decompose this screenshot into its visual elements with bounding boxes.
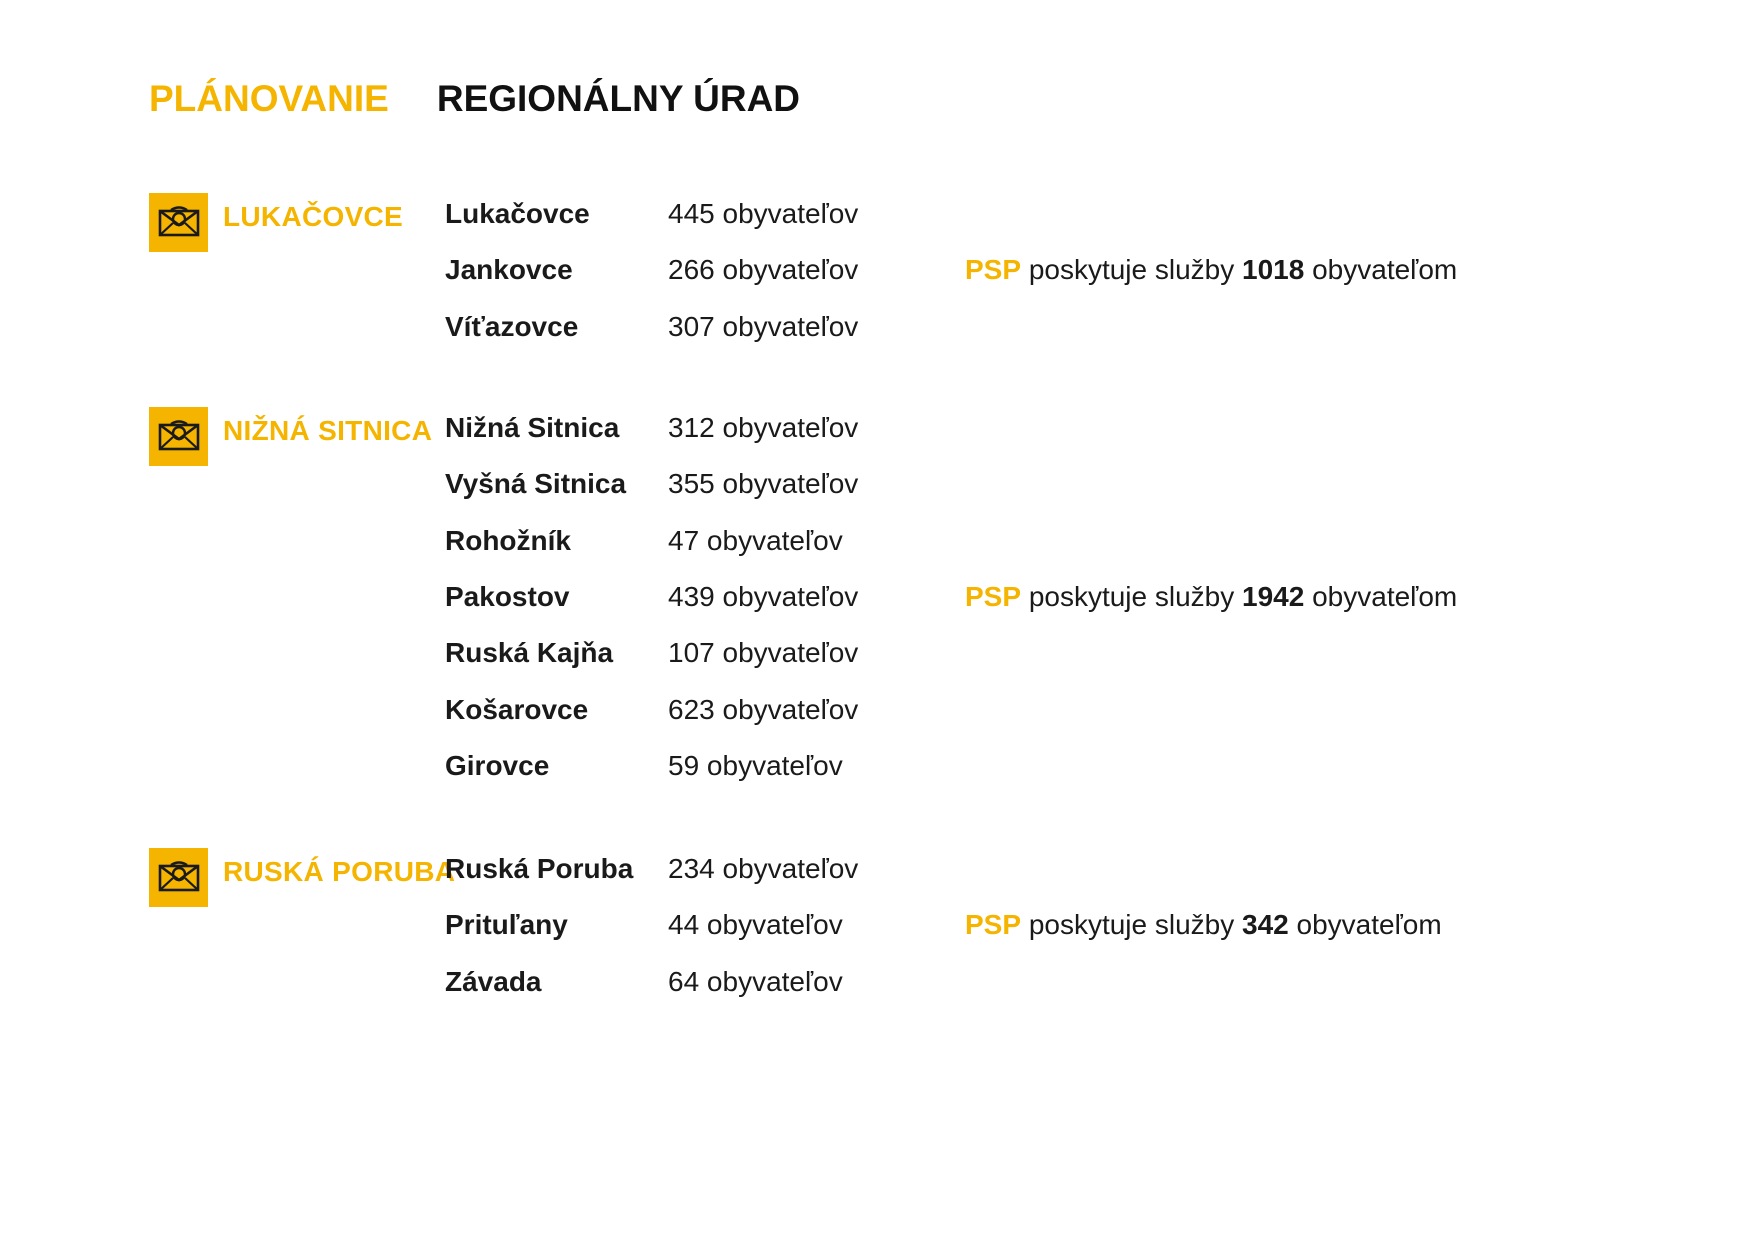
town-population: 59 obyvateľov	[668, 749, 843, 781]
town-name: Prituľany	[445, 909, 568, 941]
office-section	[149, 193, 1649, 362]
psp-prefix: poskytuje služby	[1028, 254, 1235, 286]
psp-summary	[965, 581, 1457, 613]
town-row	[149, 742, 1649, 782]
town-population: 307 obyvateľov	[668, 310, 859, 342]
town-row	[149, 517, 1649, 557]
town-name: Nižná Sitnica	[445, 412, 620, 443]
psp-summary	[965, 909, 1442, 941]
town-population: 439 obyvateľov	[668, 580, 859, 612]
header-planning: PLÁNOVANIE	[149, 78, 389, 119]
town-name: Ruská Poruba	[445, 853, 634, 884]
psp-prefix: poskytuje služby	[1028, 580, 1235, 612]
town-population: 312 obyvateľov	[668, 412, 859, 443]
office-section	[149, 848, 1649, 1017]
town-row	[149, 303, 1649, 343]
town-row	[149, 629, 1649, 669]
psp-prefix: poskytuje služby	[1028, 909, 1235, 941]
town-row	[149, 958, 1649, 998]
psp-summary	[965, 254, 1457, 286]
post-office-name: LUKAČOVCE	[223, 201, 404, 232]
town-name: Girovce	[445, 749, 550, 781]
psp-tag: PSP	[965, 909, 1022, 941]
town-population: 234 obyvateľov	[668, 853, 859, 884]
town-row	[149, 901, 1649, 941]
town-name: Rohožník	[445, 524, 571, 556]
post-office-name: NIŽNÁ SITNICA	[223, 415, 433, 446]
town-population: 44 obyvateľov	[668, 909, 843, 941]
header-office: REGIONÁLNY ÚRAD	[436, 78, 801, 119]
page-header	[149, 78, 800, 120]
town-row	[149, 190, 1649, 230]
psp-total: 1018	[1242, 254, 1305, 286]
town-population: 623 obyvateľov	[668, 693, 859, 725]
psp-tag: PSP	[965, 580, 1022, 612]
town-name: Jankovce	[445, 254, 573, 286]
psp-total: 342	[1242, 909, 1289, 941]
town-name: Ruská Kajňa	[445, 637, 614, 669]
town-name: Pakostov	[445, 580, 570, 612]
town-row	[149, 246, 1649, 286]
town-name: Vyšná Sitnica	[445, 468, 627, 500]
town-population: 266 obyvateľov	[668, 254, 859, 286]
post-office-name: RUSKÁ PORUBA	[223, 856, 456, 887]
psp-suffix: obyvateľom	[1296, 909, 1442, 941]
psp-suffix: obyvateľom	[1312, 580, 1458, 612]
town-row	[149, 686, 1649, 726]
town-population: 64 obyvateľov	[668, 965, 843, 997]
town-population: 445 obyvateľov	[668, 198, 859, 229]
town-population: 47 obyvateľov	[668, 524, 843, 556]
town-name: Závada	[445, 965, 542, 997]
town-row	[149, 845, 1649, 885]
psp-tag: PSP	[965, 254, 1022, 286]
town-name: Košarovce	[445, 693, 589, 725]
psp-total: 1942	[1242, 580, 1305, 612]
office-section	[149, 407, 1649, 802]
town-name: Víťazovce	[445, 310, 579, 342]
town-population: 107 obyvateľov	[668, 637, 859, 669]
town-row	[149, 460, 1649, 500]
psp-suffix: obyvateľom	[1312, 254, 1458, 286]
town-row	[149, 404, 1649, 444]
town-population: 355 obyvateľov	[668, 468, 859, 500]
town-row	[149, 573, 1649, 613]
town-name: Lukačovce	[445, 198, 590, 229]
